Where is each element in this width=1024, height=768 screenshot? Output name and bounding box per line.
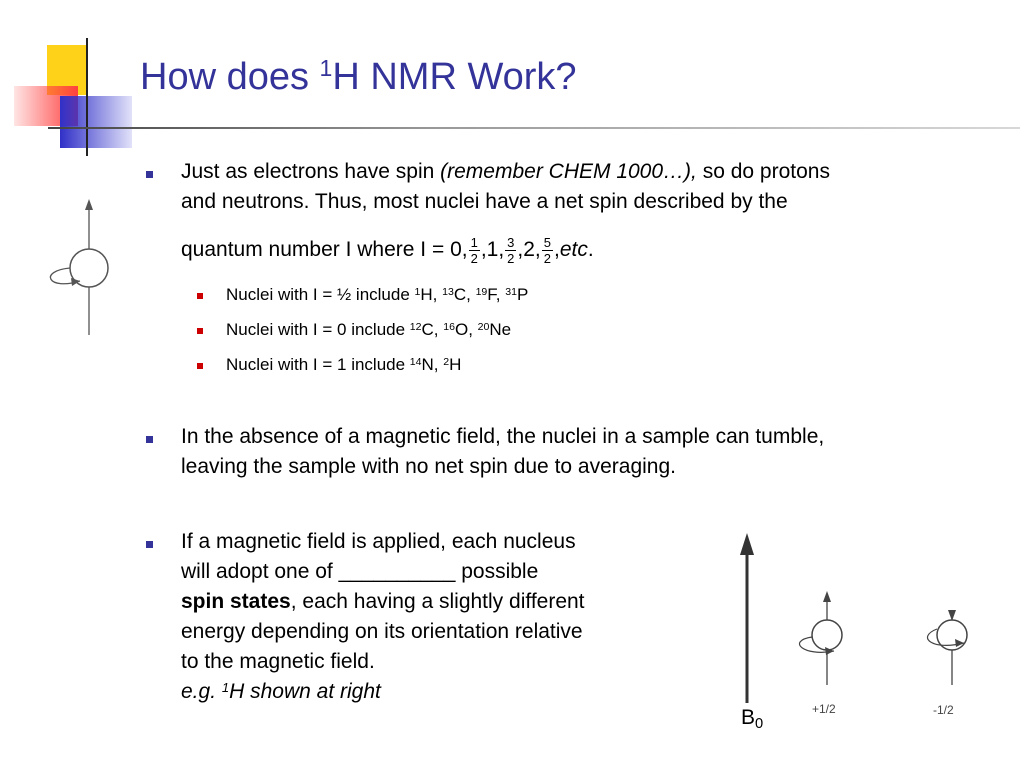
bullet-marker: [146, 171, 153, 178]
fraction-five-halves: $\frac{5}{2}$: [543, 234, 551, 266]
sub-bullet-zero-spin: Nuclei with I = 0 include $^{12}$C, $^{16}$O, $^{20}$Ne: [226, 320, 512, 339]
bullet-absence-line1: In the absence of a magnetic field, the nuclei in a sample can tumble,: [181, 425, 825, 448]
bullet-marker: [146, 436, 153, 443]
sub-bullet-one-spin: Nuclei with I = 1 include $^{14}$N, $^2$H: [226, 355, 462, 374]
bullet-absence-line2: leaving the sample with no net spin due to averaging.: [181, 455, 676, 478]
bullet-applied-line3: spin states, each having a slightly different: [181, 590, 585, 613]
bullet-applied-line5: to the magnetic field.: [181, 650, 375, 673]
sub-bullet-marker: [197, 293, 203, 299]
fraction-half: $\frac{1}{2}$: [470, 234, 478, 266]
bullet-spin-line1: Just as electrons have spin (remember CHEM 1000…), so do protons: [181, 160, 830, 183]
bullet-applied-line1: If a magnetic field is applied, each nucleus: [181, 530, 576, 553]
bullet-spin-line3: quantum number I where I = 0, $\frac{1}{2}$ ,1, $\frac{3}{2}$ ,2, $\frac{5}{2}$ , etc .: [181, 234, 594, 266]
sub-bullet-marker: [197, 328, 203, 334]
spin-up-label: +1/2: [812, 702, 836, 716]
page-title: How does $^1$H NMR Work?: [140, 55, 577, 98]
spin-up-nucleus: [799, 591, 842, 685]
bullet-applied-line6: e.g. $^1$H shown at right: [181, 679, 381, 703]
bullet-applied-line2: will adopt one of __________ possible: [181, 560, 539, 583]
spin-down-label: -1/2: [933, 703, 954, 717]
slide-logo: [0, 0, 140, 160]
bullet-applied-line4: energy depending on its orientation relative: [181, 620, 583, 643]
title-underline: [48, 127, 1020, 129]
field-label: $B_0$: [741, 706, 764, 733]
spin-states-figure: [720, 525, 1020, 755]
bullet-spin-line2: and neutrons. Thus, most nuclei have a net spin described by the: [181, 190, 788, 213]
spin-down-nucleus: [928, 610, 967, 685]
bullet-marker: [146, 541, 153, 548]
spinning-nucleus-diagram: [40, 195, 130, 340]
fraction-three-halves: $\frac{3}{2}$: [507, 234, 515, 266]
sub-bullet-marker: [197, 363, 203, 369]
sub-bullet-half-spin: Nuclei with I = ½ include $^1$H, $^{13}$C, $^{19}$F, $^{31}$P: [226, 285, 529, 304]
